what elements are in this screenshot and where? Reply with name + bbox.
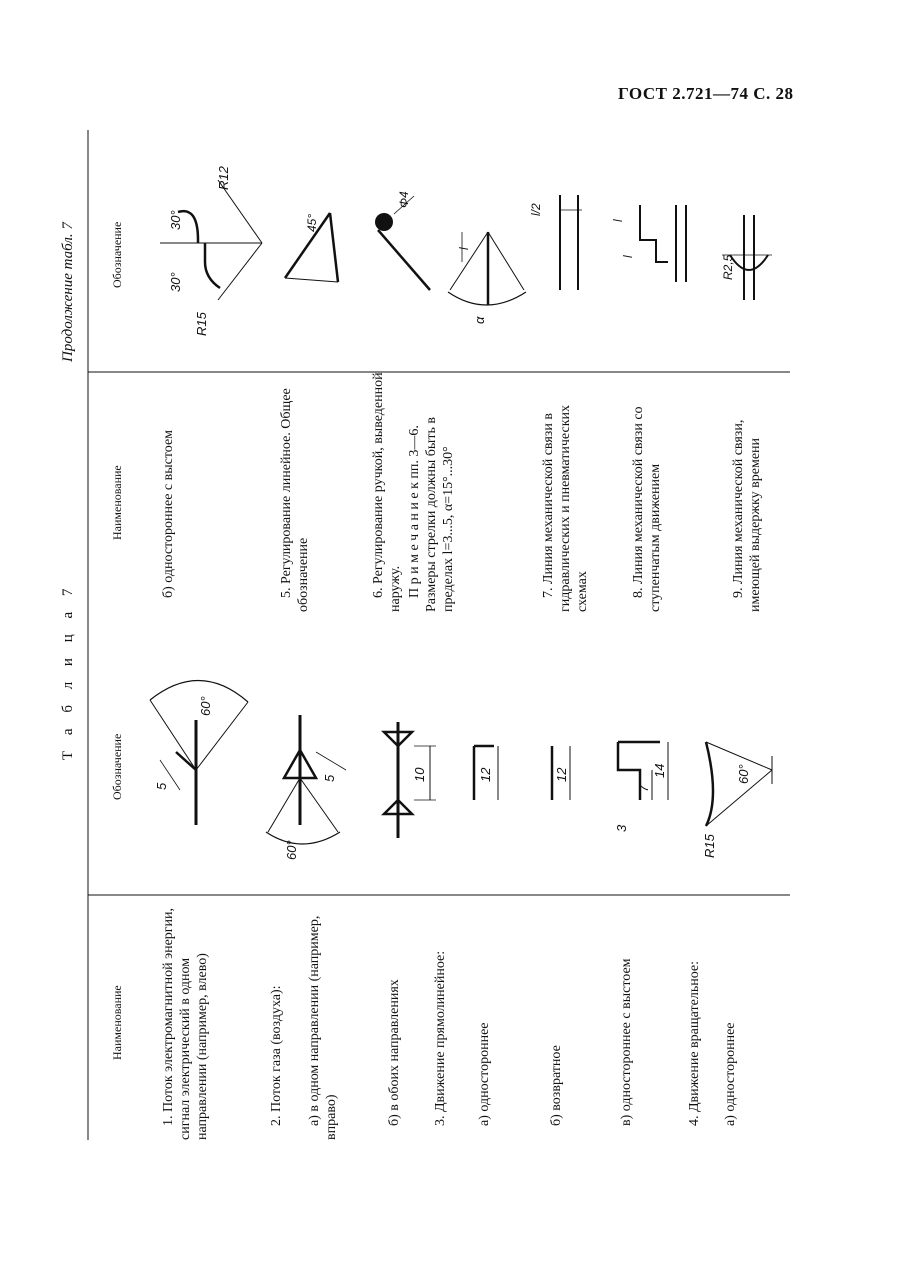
table-row-2-name: 2. Поток газа (воздуха):	[269, 985, 284, 1126]
right-col-symbol-header: Обозначение	[110, 221, 124, 288]
table-row-3b-name: б) возвратное	[549, 1045, 564, 1126]
symbol-linear-regulation	[285, 213, 338, 282]
table-row-3a-name: а) одностороннее	[477, 1022, 492, 1126]
dim-r15: R15	[194, 312, 209, 336]
symbol-linear-motion-one-way	[474, 746, 498, 800]
dim-30: 30°	[168, 210, 183, 230]
dim-45: 45°	[305, 213, 319, 232]
table-row-4b-name: б) одностороннее с выстоем	[161, 429, 176, 598]
dim-phi4: Φ4	[397, 191, 411, 208]
symbol-mechanical-link-stepped	[611, 205, 686, 282]
dim-alpha: α	[472, 316, 487, 324]
dim-60: 60°	[198, 696, 213, 716]
dim-30: 30°	[168, 272, 183, 292]
dim-5: 5	[154, 782, 169, 790]
symbol-rotary-motion-one-way	[702, 742, 772, 858]
table-row-4-name: 4. Движение вращательное:	[687, 961, 702, 1126]
symbol-gas-flow-both-directions	[384, 722, 436, 838]
dim-10: 10	[412, 767, 427, 782]
left-col-name-header: Наименование	[110, 985, 124, 1060]
table-row-2b-name: б) в обоих направлениях	[387, 979, 402, 1126]
dim-3: 3	[614, 824, 629, 832]
dim-7: 7	[636, 784, 651, 792]
table-row-3-name: 3. Движение прямолинейное:	[433, 950, 448, 1126]
table-continuation-caption: Продолжение табл. 7	[60, 222, 76, 362]
table-row-7-name: 7. Линия механической связи в гидравлических и пневматических схемах	[541, 405, 590, 612]
dim-l: l	[611, 219, 625, 222]
table-row-2a-name: а) в одном направлении (например, вправо)	[307, 915, 339, 1140]
dim-12: 12	[478, 767, 493, 782]
table-row-1-name: 1. Поток электромагнитной энергии, сигнал электрический в одном направлении (например, влево)	[161, 907, 210, 1140]
dim-r25: R2,5	[721, 254, 735, 280]
note-text: Размеры стрелки должны быть в пределах l=3...5, α=15°...30°	[424, 417, 456, 612]
table-row-9-name: 9. Линия механической связи, имеющей выдержку времени	[731, 419, 763, 612]
table-row-3c-name: в) одностороннее с выстоем	[619, 958, 634, 1126]
standard-header: ГОСТ 2.721—74 С. 28	[618, 84, 794, 103]
symbol-gas-flow-one-direction	[266, 715, 346, 860]
left-col-symbol-header: Обозначение	[110, 733, 124, 800]
symbol-rotary-motion-dwell	[160, 165, 262, 336]
table-row-5-name: 5. Регулирование линейное. Общее обозначение	[279, 388, 311, 612]
symbol-mechanical-link-hydraulic	[529, 195, 582, 290]
right-col-name-header: Наименование	[110, 465, 124, 540]
note-label: П р и м е ч а н и е к пп. 3—6.	[407, 425, 422, 598]
symbol-linear-motion-reciprocating	[552, 746, 570, 800]
symbol-linear-motion-dwell	[614, 742, 668, 832]
table-row-8-name: 8. Линия механической связи со ступенчатым движением	[631, 406, 663, 612]
table-row-4a-name: а) одностороннее	[723, 1022, 738, 1126]
symbol-manual-regulation	[375, 191, 430, 290]
symbol-electromagnetic-flow	[150, 680, 248, 825]
table-caption: Т а б л и ц а 7	[60, 582, 76, 760]
dim-r15: R15	[702, 834, 717, 858]
dim-12: 12	[554, 767, 569, 782]
dim-r12: R12	[216, 166, 231, 190]
dim-60: 60°	[736, 764, 751, 784]
symbol-arrow-dimensions	[448, 232, 526, 324]
dim-l: l	[457, 247, 471, 250]
dim-l: l	[621, 255, 635, 258]
dim-60: 60°	[284, 840, 299, 860]
table-row-6-name: 6. Регулирование ручкой, выведенной наружу.	[371, 372, 403, 612]
dim-14: 14	[652, 763, 667, 778]
dim-5: 5	[322, 774, 337, 782]
dim-l2: l/2	[529, 203, 543, 216]
symbol-mechanical-link-delay	[721, 215, 772, 300]
